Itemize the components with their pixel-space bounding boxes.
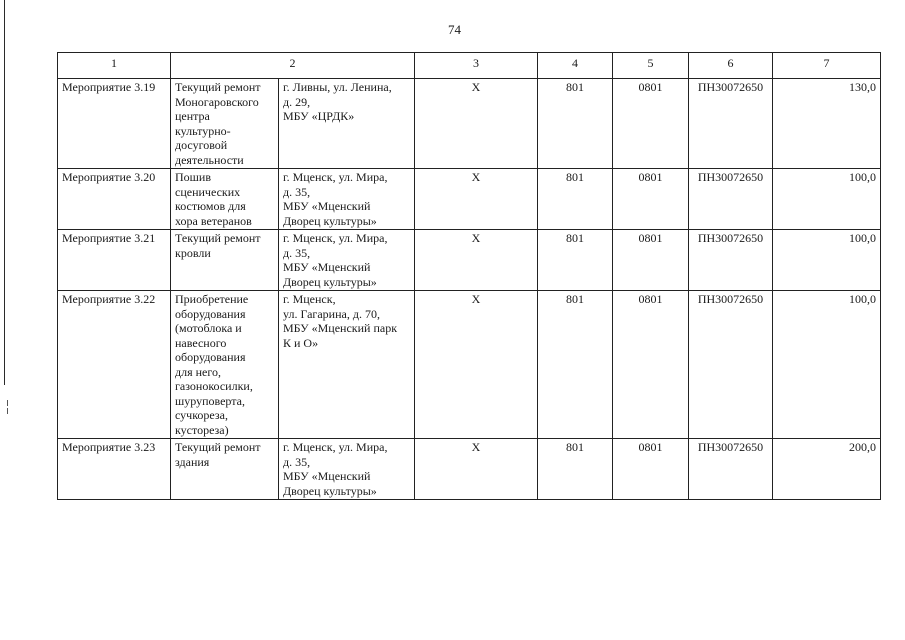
measure-id: Мероприятие 3.21 [58, 230, 171, 291]
target-article-code: ПН30072650 [689, 79, 773, 169]
measure-address [279, 291, 415, 439]
section-code: 0801 [613, 79, 689, 169]
column-3-value: Х [415, 169, 538, 230]
measure-name [171, 79, 279, 169]
amount-value: 200,0 [773, 439, 881, 500]
measure-address-line: ул. Гагарина, д. 70, [283, 306, 380, 321]
measure-address-line: г. Ливны, ул. Ленина, [283, 80, 392, 94]
measure-address-line: д. 35, [283, 454, 311, 469]
measure-address-line: МБУ «Мценский [283, 199, 371, 213]
department-code: 801 [538, 169, 613, 230]
measure-name-line: деятельности [175, 152, 244, 167]
measure-address-line: К и О» [283, 335, 319, 350]
measure-address [279, 439, 415, 500]
table-row [58, 291, 881, 439]
measure-name-line: Моногаровского [175, 94, 259, 109]
department-code: 801 [538, 230, 613, 291]
measure-name-line: хора ветеранов [175, 213, 252, 228]
measure-name-line: оборудования [175, 350, 246, 364]
measure-id: Мероприятие 3.23 [58, 439, 171, 500]
measure-name [171, 291, 279, 439]
target-article-code: ПН30072650 [689, 439, 773, 500]
measure-name-line: Пошив [175, 170, 211, 184]
measure-name-line: Приобретение [175, 292, 249, 306]
section-code: 0801 [613, 291, 689, 439]
table-row [58, 79, 881, 169]
department-code: 801 [538, 291, 613, 439]
target-article-code: ПН30072650 [689, 230, 773, 291]
column-header: 7 [773, 53, 881, 79]
margin-mark [7, 400, 8, 406]
measure-name [171, 169, 279, 230]
table-row [58, 230, 881, 291]
measure-address-line: МБУ «Мценский [283, 260, 371, 274]
target-article-code: ПН30072650 [689, 291, 773, 439]
column-3-value: Х [415, 79, 538, 169]
target-article-code: ПН30072650 [689, 169, 773, 230]
measure-address-line: г. Мценск, ул. Мира, [283, 170, 388, 184]
measure-address-line: МБУ «Мценский парк [283, 321, 398, 335]
measure-address-line: д. 35, [283, 184, 311, 199]
measure-address-line: Дворец культуры» [283, 483, 377, 498]
measure-name-line: Текущий ремонт [175, 80, 261, 94]
amount-value: 130,0 [773, 79, 881, 169]
measure-name-line: кустореза) [175, 422, 229, 437]
measure-name-line: для него, [175, 364, 221, 379]
measure-address-line: г. Мценск, ул. Мира, [283, 231, 388, 245]
measure-id: Мероприятие 3.22 [58, 291, 171, 439]
column-3-value: Х [415, 230, 538, 291]
column-3-value: Х [415, 291, 538, 439]
column-3-value: Х [415, 439, 538, 500]
section-code: 0801 [613, 439, 689, 500]
measure-name [171, 439, 279, 500]
section-code: 0801 [613, 169, 689, 230]
column-header: 6 [689, 53, 773, 79]
measure-address-line: Дворец культуры» [283, 274, 377, 289]
measure-name-line: Текущий ремонт [175, 231, 261, 245]
measure-id: Мероприятие 3.20 [58, 169, 171, 230]
column-header: 2 [171, 53, 415, 79]
amount-value: 100,0 [773, 169, 881, 230]
page-margin-rule [4, 0, 5, 385]
margin-mark [7, 408, 8, 414]
measure-name-line: костюмов для [175, 199, 246, 213]
measure-address [279, 230, 415, 291]
measure-address [279, 169, 415, 230]
section-code: 0801 [613, 230, 689, 291]
measure-address-line: г. Мценск, [283, 292, 336, 306]
table-header-row [58, 53, 881, 79]
measure-id: Мероприятие 3.19 [58, 79, 171, 169]
measure-address-line: д. 35, [283, 245, 311, 260]
measure-address-line: МБУ «ЦРДК» [283, 109, 355, 123]
column-header: 4 [538, 53, 613, 79]
measure-name-line: культурно- [175, 123, 231, 138]
measure-name-line: оборудования [175, 306, 246, 321]
measure-address [279, 79, 415, 169]
budget-table [57, 52, 881, 500]
measure-name-line: газонокосилки, [175, 379, 253, 393]
measure-address-line: г. Мценск, ул. Мира, [283, 440, 388, 454]
measure-address-line: д. 29, [283, 94, 311, 109]
measure-name-line: сучкореза, [175, 408, 228, 422]
measure-address-line: Дворец культуры» [283, 213, 377, 228]
table-row [58, 169, 881, 230]
measure-name-line: кровли [175, 245, 211, 260]
page-number: 74 [448, 22, 461, 37]
measure-name-line: здания [175, 454, 210, 469]
column-header: 3 [415, 53, 538, 79]
amount-value: 100,0 [773, 230, 881, 291]
measure-name-line: досуговой [175, 138, 228, 152]
column-header: 5 [613, 53, 689, 79]
measure-address-line: МБУ «Мценский [283, 469, 371, 483]
measure-name-line: (мотоблока и [175, 321, 242, 335]
measure-name [171, 230, 279, 291]
measure-name-line: Текущий ремонт [175, 440, 261, 454]
column-header: 1 [58, 53, 171, 79]
department-code: 801 [538, 439, 613, 500]
table-row [58, 439, 881, 500]
measure-name-line: центра [175, 109, 210, 123]
measure-name-line: сценических [175, 184, 241, 199]
department-code: 801 [538, 79, 613, 169]
measure-name-line: шуруповерта, [175, 393, 245, 408]
measure-name-line: навесного [175, 335, 227, 350]
amount-value: 100,0 [773, 291, 881, 439]
